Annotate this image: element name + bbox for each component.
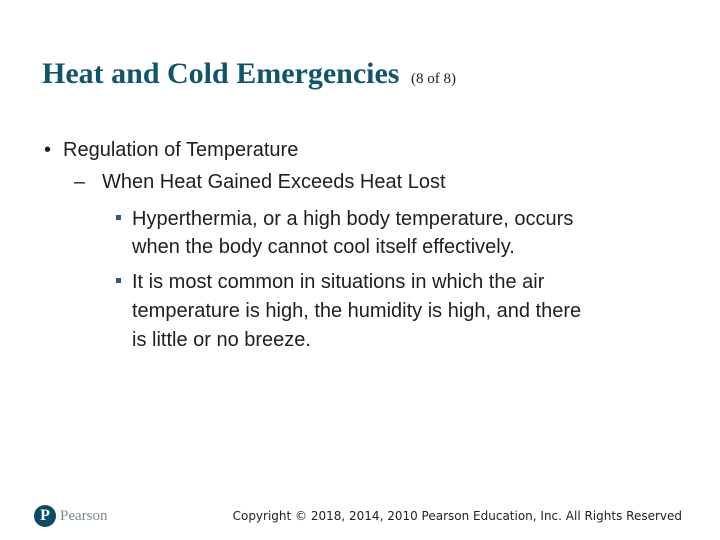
dash-marker: –: [74, 171, 86, 193]
pearson-logo-icon: P: [34, 505, 56, 527]
pearson-logo-text: Pearson: [60, 507, 108, 524]
level3-item-1-line-2: when the body cannot cool itself effectively.: [132, 236, 515, 258]
square-bullet-icon: [116, 278, 121, 283]
slide-title: [42, 56, 456, 92]
level3-item-2-line-3: is little or no breeze.: [132, 329, 311, 351]
bullet-marker: •: [44, 139, 52, 161]
square-bullet-icon: [116, 215, 121, 220]
level3-item-2-line-2: temperature is high, the humidity is high, and there: [132, 300, 582, 322]
copyright-notice: Copyright © 2018, 2014, 2010 Pearson Education, Inc. All Rights Reserved: [232, 509, 682, 523]
level3-item-2-line-1: It is most common in situations in which the air: [132, 271, 545, 293]
level1-text: Regulation of Temperature: [63, 139, 299, 161]
title-main: Heat and Cold Emergencies: [42, 57, 400, 90]
level2-text: When Heat Gained Exceeds Heat Lost: [102, 171, 446, 193]
pearson-logo: [34, 505, 108, 527]
title-subtitle: (8 of 8): [410, 71, 456, 87]
level3-item-1-line-1: Hyperthermia, or a high body temperature, occurs: [132, 208, 574, 230]
